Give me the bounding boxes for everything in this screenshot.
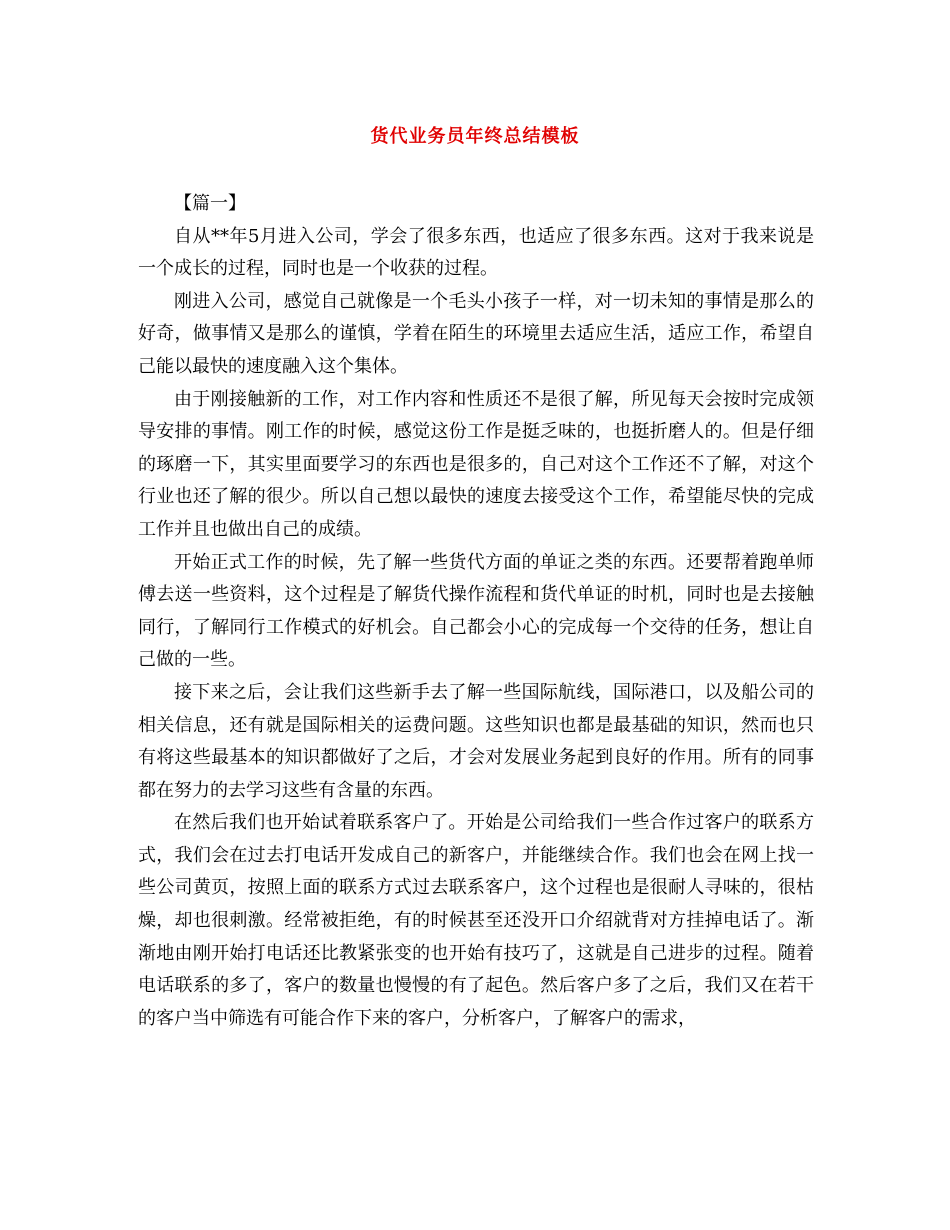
section-label: 【篇一】 [174, 193, 246, 214]
document-title: 货代业务员年终总结模板 [370, 126, 580, 147]
paragraph-5: 接下来之后，会让我们这些新手去了解一些国际航线，国际港口，以及船公司的相关信息，还有就是国际相关的运费问题。这些知识也都是最基础的知识，然而也只有将这些最基本的知识都做好了之后，才会对发展业务起到良好的作用。所有的同事都在努力的去学习这些有含量的东西。 [138, 681, 814, 801]
paragraph-2: 刚进入公司，感觉自己就像是一个毛头小孩子一样，对一切未知的事情是那么的好奇，做事情又是那么的谨慎，学着在陌生的环境里去适应生活，适应工作，希望自己能以最快的速度融入这个集体。 [138, 290, 814, 377]
paragraph-1: 自从**年5月进入公司，学会了很多东西，也适应了很多东西。这对于我来说是一个成长的过程，同时也是一个收获的过程。 [138, 225, 814, 280]
paragraph-3: 由于刚接触新的工作，对工作内容和性质还不是很了解，所见每天会按时完成领导安排的事情。刚工作的时候，感觉这份工作是挺乏味的，也挺折磨人的。但是仔细的琢磨一下，其实里面要学习的东西也是很多的，自己对这个工作还不了解，对这个行业也还了解的很少。所以自己想以最快的速度去接受这个工作，希望能尽快的完成工作并且也做出自己的成绩。 [138, 388, 814, 540]
document-body [138, 188, 814, 1035]
paragraph-4: 开始正式工作的时候，先了解一些货代方面的单证之类的东西。还要帮着跑单师傅去送一些资料，这个过程是了解货代操作流程和货代单证的时机，同时也是去接触同行，了解同行工作模式的好机会。自己都会小心的完成每一个交待的任务，想让自己做的一些。 [138, 551, 814, 671]
paragraph-6: 在然后我们也开始试着联系客户了。开始是公司给我们一些合作过客户的联系方式，我们会在过去打电话开发成自己的新客户，并能继续合作。我们也会在网上找一些公司黄页，按照上面的联系方式过去联系客户，这个过程也是很耐人寻味的，很枯燥，却也很刺激。经常被拒绝，有的时候甚至还没开口介绍就背对方挂掉电话了。渐渐地由刚开始打电话还比教紧张变的也开始有技巧了，这就是自己进步的过程。随着电话联系的多了，客户的数量也慢慢的有了起色。然后客户多了之后，我们又在若干的客户当中筛选有可能合作下来的客户，分析客户，了解客户的需求， [138, 812, 814, 1029]
